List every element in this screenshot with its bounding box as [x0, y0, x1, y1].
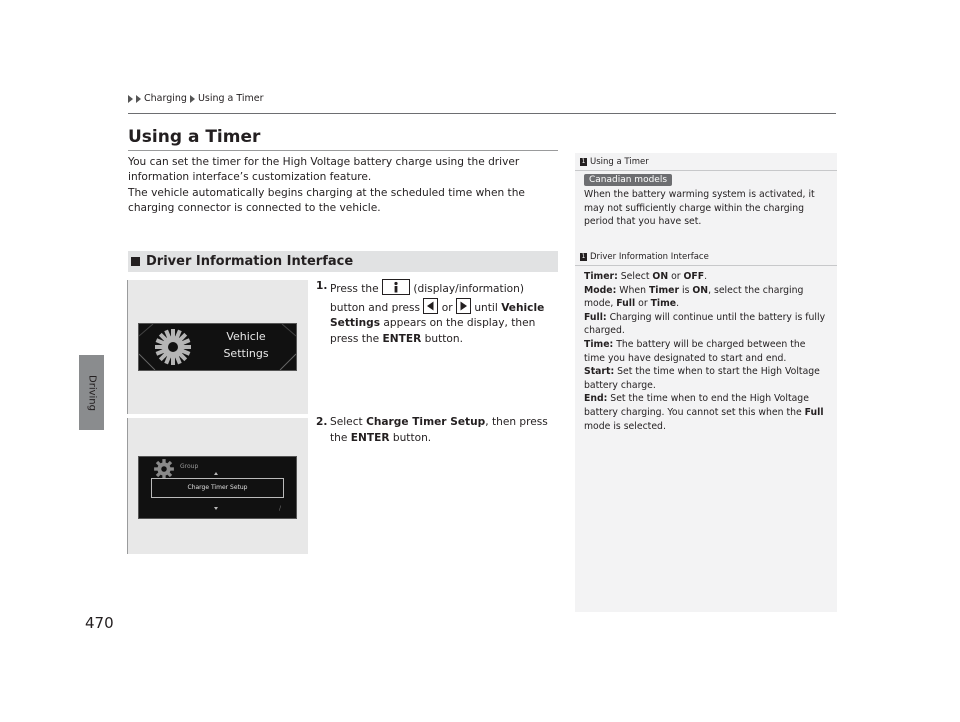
scroll-down-icon — [214, 507, 218, 510]
definition-full — [584, 311, 829, 338]
definition-text: Set the time when to start the High Voltage battery charge. — [584, 366, 820, 391]
display-screen — [138, 456, 297, 519]
definition-text: The battery will be charged between the time you have designated to start and end. — [584, 338, 806, 364]
definition-start — [584, 365, 829, 392]
step-1 — [316, 279, 561, 347]
definition-text: When — [616, 284, 649, 296]
step-text-run: button. — [389, 431, 432, 444]
screen-image-charge-timer-setup — [127, 418, 308, 554]
note-heading-text: Using a Timer — [590, 157, 649, 167]
gear-icon — [153, 458, 175, 480]
definition-term: Time: — [584, 338, 614, 350]
step-number: 2. — [316, 416, 328, 428]
definition-term: Mode: — [584, 284, 617, 296]
step-text-run: until — [470, 301, 502, 314]
step-text — [330, 279, 561, 347]
definition-text: Select — [617, 271, 653, 282]
definition-bold: Time — [650, 298, 677, 310]
step-text-run: Select — [330, 416, 367, 428]
definition-term: Timer: — [584, 271, 618, 282]
step-text-run: , then press the — [330, 416, 548, 444]
note-number-icon: 1 — [581, 158, 586, 165]
display-item-charge-timer-setup: Charge Timer Setup — [187, 484, 248, 491]
breadcrumb-arrow-icon — [190, 95, 195, 103]
intro-paragraph: The vehicle automatically begins charging at the scheduled time when the charging connector is connected to the vehicle. — [128, 186, 525, 214]
note-text: When the battery warming system is activated, it may not sufficiently charge within the charging period that you have set. — [584, 189, 815, 228]
breadcrumb-arrow-icon — [136, 95, 141, 103]
definition-text: Charging will continue until the battery is fully charged. — [584, 311, 826, 337]
definition-text: is — [679, 284, 693, 296]
chapter-tab[interactable] — [79, 355, 104, 430]
breadcrumb — [128, 93, 264, 104]
step-text-run: appears on the display, then press the — [330, 317, 536, 345]
step-text-run: (display/information) button and press — [330, 283, 524, 314]
breadcrumb-item-charging[interactable]: Charging — [144, 93, 187, 104]
definition-end — [584, 392, 829, 433]
definition-bold: ON — [692, 284, 709, 296]
definition-text: , select the charging mode, — [584, 284, 804, 310]
step-text-bold: ENTER — [350, 431, 390, 444]
canadian-models-badge: Canadian models — [584, 174, 672, 186]
definition-time — [584, 338, 829, 365]
definition-bold: ON — [652, 271, 669, 282]
note-number-icon: 1 — [581, 253, 586, 260]
definition-text: Set the time when to end the High Voltage battery charging. You cannot set this when the — [584, 393, 809, 418]
step-text-bold: ENTER — [382, 332, 422, 345]
title-divider — [128, 150, 558, 151]
step-text-bold: Charge Timer Setup — [366, 416, 486, 428]
display-line-settings: Settings — [223, 347, 269, 360]
scroll-up-icon — [214, 472, 218, 475]
info-button-icon — [382, 279, 410, 295]
definition-bold: Full — [616, 298, 636, 310]
header-divider — [128, 113, 836, 114]
definition-bold: OFF — [683, 271, 705, 282]
definition-term: End: — [584, 393, 608, 405]
page-number: 470 — [85, 614, 114, 632]
definition-mode — [584, 284, 829, 311]
notes-sidebar — [575, 153, 837, 612]
definition-text: or — [635, 298, 651, 310]
definition-text: or — [668, 271, 684, 282]
definition-timer — [584, 270, 829, 284]
breadcrumb-arrow-icon — [128, 95, 133, 103]
left-arrow-button-icon — [423, 298, 438, 314]
page-title: Using a Timer — [128, 127, 261, 147]
step-text-run: button. — [421, 332, 463, 345]
intro-paragraph: You can set the timer for the High Voltage battery charge using the driver information interface’s customization feature. — [128, 156, 520, 184]
step-text-run: Press the — [330, 283, 383, 295]
display-screen — [138, 323, 297, 371]
intro-text — [128, 155, 560, 216]
display-text — [213, 328, 279, 362]
note-heading-using-a-timer — [580, 157, 649, 167]
section-title: Driver Information Interface — [146, 254, 354, 269]
step-text — [330, 415, 561, 446]
note-definitions — [584, 270, 829, 433]
definition-term: Full: — [584, 311, 607, 323]
definition-term: Start: — [584, 366, 615, 378]
step-number: 1. — [316, 280, 328, 292]
definition-text: mode is selected. — [584, 420, 666, 432]
display-marker: / — [279, 505, 282, 512]
step-text-bold: Vehicle Settings — [330, 301, 545, 329]
display-group-label: Group — [180, 463, 199, 470]
definition-text: . — [676, 298, 680, 310]
note-divider — [575, 170, 837, 171]
display-line-vehicle: Vehicle — [226, 330, 266, 343]
definition-text: . — [704, 271, 708, 282]
step-2 — [316, 415, 561, 446]
breadcrumb-item-using-a-timer[interactable]: Using a Timer — [197, 93, 264, 104]
note-divider — [575, 265, 837, 266]
definition-bold: Timer — [648, 284, 680, 296]
step-text-run: or — [438, 301, 456, 314]
definition-bold: Full — [804, 406, 824, 418]
display-selection-box — [151, 478, 284, 498]
gear-icon — [153, 327, 193, 367]
chapter-tab-label: Driving — [86, 374, 97, 411]
section-header — [128, 251, 558, 272]
screen-image-vehicle-settings — [127, 280, 308, 414]
note-heading-text: Driver Information Interface — [590, 252, 709, 262]
note-heading-driver-information-interface — [580, 252, 709, 262]
section-square-icon — [131, 257, 140, 266]
right-arrow-button-icon — [456, 298, 471, 314]
